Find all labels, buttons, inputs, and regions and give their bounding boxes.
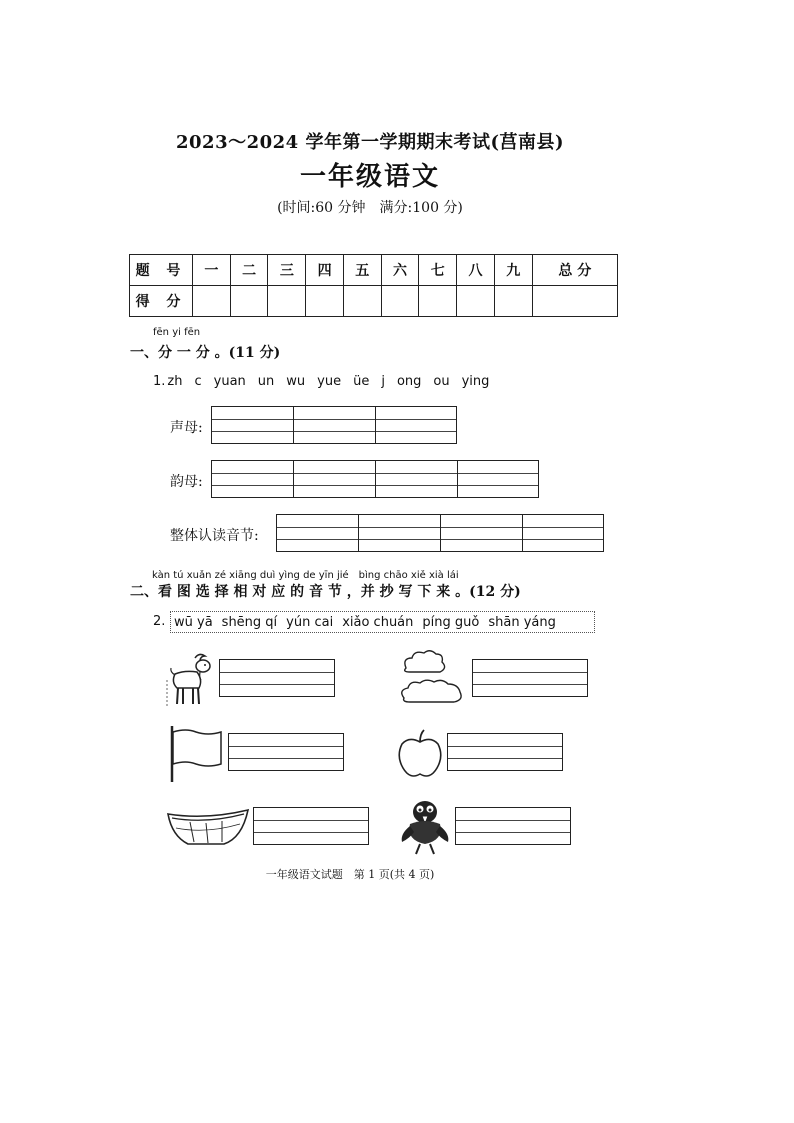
score-cell[interactable] [457,286,495,317]
pinyin-write-cell[interactable] [457,460,539,498]
score-header-cell: 七 [419,255,457,286]
initials-write-box[interactable] [211,406,457,444]
boat-answer-box[interactable] [253,807,369,845]
pinyin-item: j [381,374,385,389]
syllable-option: shān yáng [488,615,556,630]
score-header-cell: 三 [268,255,306,286]
syllable-option: wū yā [174,615,213,630]
pinyin-write-cell[interactable] [293,406,375,444]
finals-write-box[interactable] [211,460,539,498]
pinyin-item: üe [353,374,370,389]
apple-icon [397,728,443,780]
score-header-cell: 九 [494,255,532,286]
section1-pinyin: fēn yi fēn [153,327,201,338]
goat-answer-box[interactable] [219,659,335,697]
syllable-option: yún cai [286,615,334,630]
score-header-cell: 四 [306,255,344,286]
pinyin-item: yuan [213,374,246,389]
score-header-cell: 一 [193,255,231,286]
score-cell[interactable] [343,286,381,317]
flag-answer-box[interactable] [228,733,344,771]
pinyin-item: yue [317,374,342,389]
pinyin-item: un [257,374,275,389]
pinyin-item: zh [167,374,183,389]
score-cell[interactable] [532,286,617,317]
pinyin-item: c [194,374,202,389]
pinyin-write-cell[interactable] [358,514,440,552]
score-cell[interactable] [230,286,268,317]
question1-line [153,374,501,389]
page-footer: 一年级语文试题 第 1 页(共 4 页) [265,868,435,881]
syllable-option: shēng qí [221,615,278,630]
section2-title: 二、看 图 选 择 相 对 应 的 音 节 ，并 抄 写 下 来 。(12 分) [130,584,521,600]
pinyin-write-cell[interactable] [522,514,604,552]
boat-icon [166,806,250,850]
pinyin-write-cell[interactable] [211,406,293,444]
pinyin-write-cell[interactable] [293,460,375,498]
pinyin-write-cell[interactable] [440,514,522,552]
score-header-cell: 六 [381,255,419,286]
score-table-header-row [130,255,618,286]
score-table-score-row [130,286,618,317]
subject-title: 一年级语文 [299,162,440,192]
flag-icon [166,724,224,784]
pinyin-write-cell[interactable] [375,406,457,444]
syllable-options-box [170,611,595,633]
score-cell[interactable] [193,286,231,317]
score-cell[interactable] [494,286,532,317]
pinyin-write-cell[interactable] [211,460,293,498]
whole-syllables-label: 整体认读音节: [170,528,259,544]
pinyin-write-cell[interactable] [276,514,358,552]
score-header-cell: 二 [230,255,268,286]
exam-title: 2023～2024 学年第一学期期末考试(莒南县) [176,132,564,153]
score-header-cell: 八 [457,255,495,286]
question2-number: 2. [153,614,166,629]
question-number: 1. [153,374,166,389]
score-row-label: 得 分 [130,286,193,317]
syllable-option: xiǎo chuán [342,615,414,630]
score-cell[interactable] [381,286,419,317]
section2-pinyin: kàn tú xuǎn zé xiāng duì yìng de yīn jié bìng chāo xiě xià lái [152,570,459,581]
cloud-icon [398,648,466,708]
section1-title: 一、分 一 分 。(11 分) [130,345,281,361]
apple-answer-box[interactable] [447,733,563,771]
finals-label: 韵母: [170,474,203,490]
score-header-cell: 题 号 [130,255,193,286]
exam-info: (时间:60 分钟 满分:100 分) [277,200,463,216]
pinyin-item: ong [396,374,422,389]
cloud-answer-box[interactable] [472,659,588,697]
pinyin-item: ying [461,374,490,389]
score-table [129,254,618,317]
syllable-option: píng guǒ [422,615,480,630]
score-cell[interactable] [419,286,457,317]
pinyin-write-cell[interactable] [375,460,457,498]
score-header-cell: 五 [343,255,381,286]
goat-icon [165,650,215,708]
pinyin-item: ou [433,374,450,389]
initials-label: 声母: [170,420,203,436]
crow-icon [398,796,452,858]
score-header-cell: 总 分 [532,255,617,286]
pinyin-item: wu [286,374,306,389]
whole-syllables-write-box[interactable] [276,514,604,552]
crow-answer-box[interactable] [455,807,571,845]
score-cell[interactable] [268,286,306,317]
score-cell[interactable] [306,286,344,317]
